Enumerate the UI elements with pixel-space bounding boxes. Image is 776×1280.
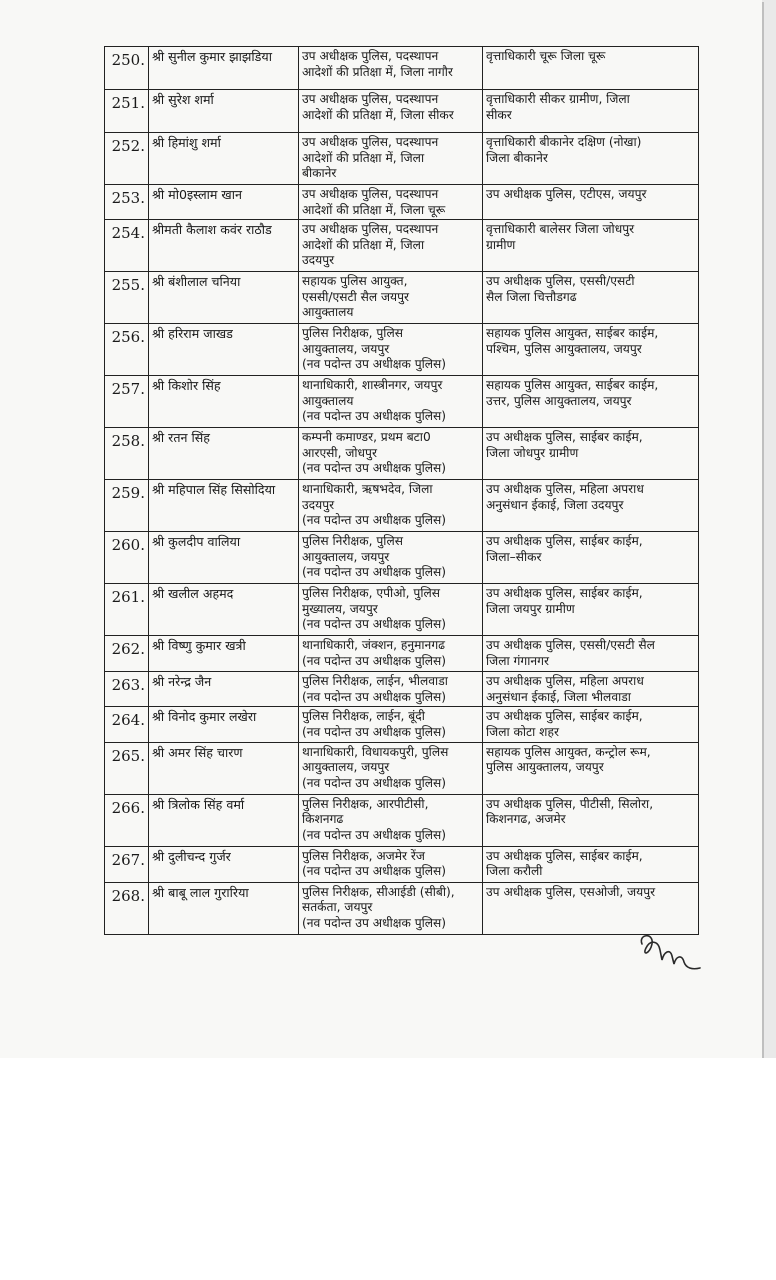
current-posting: थानाधिकारी, जंक्शन, हनुमानगढ (नव पदोन्त उप अधीक्षक पुलिस) (299, 636, 483, 672)
serial-number: 264. (105, 707, 149, 742)
new-posting: उप अधीक्षक पुलिस, महिला अपराध अनुसंधान ईकाई, जिला भीलवाडा (483, 672, 699, 707)
officer-name: श्री रतन सिंह (149, 428, 299, 480)
table-row (105, 324, 699, 376)
serial-number: 266. (105, 794, 149, 846)
serial-number: 268. (105, 882, 149, 934)
officer-name: श्री नरेन्द्र जैन (149, 672, 299, 707)
officer-name: श्री खलील अहमद (149, 584, 299, 636)
current-posting: पुलिस निरीक्षक, अजमेर रेंज (नव पदोन्त उप अधीक्षक पुलिस) (299, 846, 483, 882)
new-posting: उप अधीक्षक पुलिस, एससी/एसटी सैल जिला चित्तौडगढ (483, 272, 699, 324)
serial-number: 251. (105, 90, 149, 133)
current-posting: उप अधीक्षक पुलिस, पदस्थापन आदेशों की प्रतिक्षा में, जिला बीकानेर (299, 133, 483, 185)
table-row (105, 636, 699, 672)
current-posting: पुलिस निरीक्षक, आरपीटीसी, किशनगढ (नव पदोन्त उप अधीक्षक पुलिस) (299, 794, 483, 846)
new-posting: उप अधीक्षक पुलिस, साईबर काईम, जिला जोधपुर ग्रामीण (483, 428, 699, 480)
officer-name: श्री विष्णु कुमार खत्री (149, 636, 299, 672)
serial-number: 267. (105, 846, 149, 882)
officer-name: श्री बाबू लाल गुरारिया (149, 882, 299, 934)
current-posting: थानाधिकारी, शास्त्रीनगर, जयपुर आयुक्तालय (नव पदोन्त उप अधीक्षक पुलिस) (299, 376, 483, 428)
officer-name: श्री बंशीलाल चनिया (149, 272, 299, 324)
new-posting: सहायक पुलिस आयुक्त, साईबर काईम, उत्तर, पुलिस आयुक्तालय, जयपुर (483, 376, 699, 428)
new-posting: उप अधीक्षक पुलिस, एसओजी, जयपुर (483, 882, 699, 934)
new-posting: वृत्ताधिकारी सीकर ग्रामीण, जिला सीकर (483, 90, 699, 133)
new-posting: वृत्ताधिकारी बालेसर जिला जोधपुर ग्रामीण (483, 220, 699, 272)
background-below-page (0, 1058, 776, 1280)
new-posting: उप अधीक्षक पुलिस, साईबर काईम, जिला–सीकर (483, 532, 699, 584)
table-row (105, 220, 699, 272)
serial-number: 260. (105, 532, 149, 584)
new-posting: वृत्ताधिकारी बीकानेर दक्षिण (नोखा) जिला बीकानेर (483, 133, 699, 185)
officer-name: श्री त्रिलोक सिंह वर्मा (149, 794, 299, 846)
table-row (105, 846, 699, 882)
table-row (105, 272, 699, 324)
table-row (105, 133, 699, 185)
new-posting: उप अधीक्षक पुलिस, महिला अपराध अनुसंधान ईकाई, जिला उदयपुर (483, 480, 699, 532)
officer-name: श्री विनोद कुमार लखेरा (149, 707, 299, 742)
table-row (105, 376, 699, 428)
officer-name: श्री मो0इस्लाम खान (149, 185, 299, 220)
current-posting: उप अधीक्षक पुलिस, पदस्थापन आदेशों की प्रतिक्षा में, जिला सीकर (299, 90, 483, 133)
current-posting: पुलिस निरीक्षक, सीआईडी (सीबी), सतर्कता, जयपुर (नव पदोन्त उप अधीक्षक पुलिस) (299, 882, 483, 934)
current-posting: थानाधिकारी, ऋषभदेव, जिला उदयपुर (नव पदोन्त उप अधीक्षक पुलिस) (299, 480, 483, 532)
officer-name: श्री हिमांशु शर्मा (149, 133, 299, 185)
new-posting: वृत्ताधिकारी चूरू जिला चूरू (483, 47, 699, 90)
serial-number: 265. (105, 742, 149, 794)
new-posting: उप अधीक्षक पुलिस, साईबर काईम, जिला करौली (483, 846, 699, 882)
current-posting: पुलिस निरीक्षक, एपीओ, पुलिस मुख्यालय, जयपुर (नव पदोन्त उप अधीक्षक पुलिस) (299, 584, 483, 636)
table-row (105, 532, 699, 584)
new-posting: उप अधीक्षक पुलिस, साईबर काईम, जिला जयपुर ग्रामीण (483, 584, 699, 636)
current-posting: सहायक पुलिस आयुक्त, एससी/एसटी सैल जयपुर आयुक्तालय (299, 272, 483, 324)
serial-number: 259. (105, 480, 149, 532)
serial-number: 257. (105, 376, 149, 428)
current-posting: पुलिस निरीक्षक, पुलिस आयुक्तालय, जयपुर (नव पदोन्त उप अधीक्षक पुलिस) (299, 324, 483, 376)
serial-number: 252. (105, 133, 149, 185)
officer-name: श्री किशोर सिंह (149, 376, 299, 428)
table-row (105, 185, 699, 220)
officer-name: श्री अमर सिंह चारण (149, 742, 299, 794)
table-body (105, 47, 699, 935)
current-posting: पुलिस निरीक्षक, पुलिस आयुक्तालय, जयपुर (नव पदोन्त उप अधीक्षक पुलिस) (299, 532, 483, 584)
officer-name: श्री कुलदीप वालिया (149, 532, 299, 584)
transfer-table (104, 46, 699, 935)
new-posting: सहायक पुलिस आयुक्त, साईबर काईम, पश्चिम, पुलिस आयुक्तालय, जयपुर (483, 324, 699, 376)
new-posting: उप अधीक्षक पुलिस, एटीएस, जयपुर (483, 185, 699, 220)
serial-number: 262. (105, 636, 149, 672)
table-row (105, 90, 699, 133)
current-posting: उप अधीक्षक पुलिस, पदस्थापन आदेशों की प्रतिक्षा में, जिला नागौर (299, 47, 483, 90)
officer-name: श्री सुरेश शर्मा (149, 90, 299, 133)
serial-number: 254. (105, 220, 149, 272)
officer-name: श्री दुलीचन्द गुर्जर (149, 846, 299, 882)
signature-mark (636, 930, 706, 974)
new-posting: उप अधीक्षक पुलिस, साईबर काईम, जिला कोटा शहर (483, 707, 699, 742)
table-row (105, 794, 699, 846)
serial-number: 263. (105, 672, 149, 707)
current-posting: पुलिस निरीक्षक, लाईन, बूंदी (नव पदोन्त उप अधीक्षक पुलिस) (299, 707, 483, 742)
current-posting: थानाधिकारी, विधायकपुरी, पुलिस आयुक्तालय, जयपुर (नव पदोन्त उप अधीक्षक पुलिस) (299, 742, 483, 794)
serial-number: 261. (105, 584, 149, 636)
serial-number: 256. (105, 324, 149, 376)
current-posting: उप अधीक्षक पुलिस, पदस्थापन आदेशों की प्रतिक्षा में, जिला चूरू (299, 185, 483, 220)
serial-number: 253. (105, 185, 149, 220)
table-row (105, 672, 699, 707)
current-posting: कम्पनी कमाण्डर, प्रथम बटा0 आरएसी, जोधपुर (नव पदोन्त उप अधीक्षक पुलिस) (299, 428, 483, 480)
table-row (105, 882, 699, 934)
officer-name: श्रीमती कैलाश कवंर राठौड (149, 220, 299, 272)
officer-name: श्री महिपाल सिंह सिसोदिया (149, 480, 299, 532)
serial-number: 255. (105, 272, 149, 324)
officer-name: श्री हरिराम जाखड (149, 324, 299, 376)
new-posting: उप अधीक्षक पुलिस, एससी/एसटी सैल जिला गंगानगर (483, 636, 699, 672)
current-posting: पुलिस निरीक्षक, लाईन, भीलवाडा (नव पदोन्त उप अधीक्षक पुलिस) (299, 672, 483, 707)
serial-number: 258. (105, 428, 149, 480)
table-row (105, 480, 699, 532)
table-row (105, 742, 699, 794)
serial-number: 250. (105, 47, 149, 90)
table-row (105, 47, 699, 90)
new-posting: सहायक पुलिस आयुक्त, कन्ट्रोल रूम, पुलिस आयुक्तालय, जयपुर (483, 742, 699, 794)
current-posting: उप अधीक्षक पुलिस, पदस्थापन आदेशों की प्रतिक्षा में, जिला उदयपुर (299, 220, 483, 272)
new-posting: उप अधीक्षक पुलिस, पीटीसी, सिलोरा, किशनगढ, अजमेर (483, 794, 699, 846)
table-row (105, 707, 699, 742)
table-row (105, 428, 699, 480)
officer-name: श्री सुनील कुमार झाझडिया (149, 47, 299, 90)
table-row (105, 584, 699, 636)
